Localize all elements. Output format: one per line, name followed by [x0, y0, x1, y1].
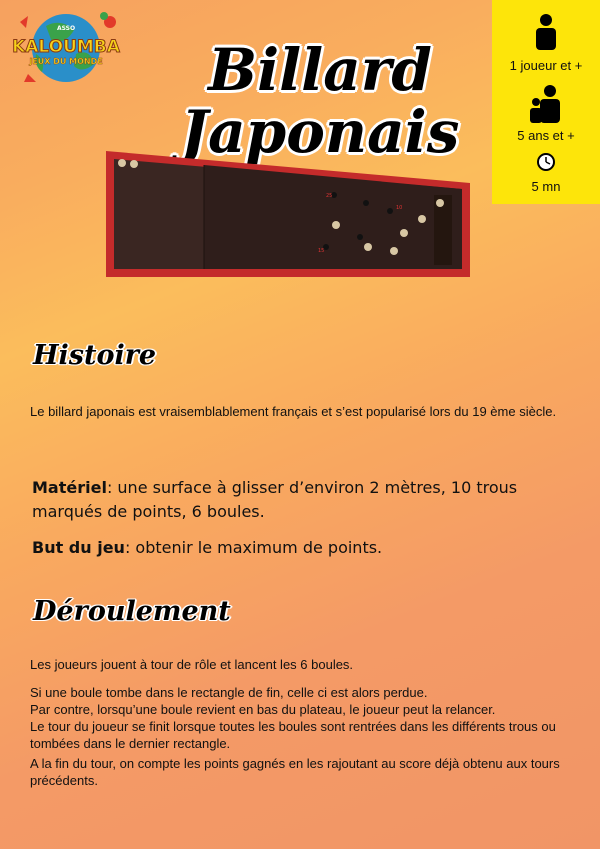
svg-text:ASSO: ASSO [56, 25, 76, 32]
but-text: : obtenir le maximum de points. [124, 538, 383, 557]
materiel-text: : une surface à glisser d’environ 2 mètres, 10 trous marqués de points, 6 boules. [32, 478, 518, 521]
materiel-label: Matériel [32, 478, 107, 497]
deroulement-line-2: Par contre, lorsqu’une boule revient en bas du plateau, le joueur peut la relancer. [30, 702, 496, 717]
clock-icon [536, 152, 556, 172]
players-text: 1 joueur et + [509, 58, 583, 73]
deroulement-line-3: Le tour du joueur se finit lorsque toutes les boules sont rentrées dans les différents trous ou tombées dans le dernier rectangle. [30, 719, 556, 751]
histoire-text: Le billard japonais est vraisemblablement français et s’est popularisé lors du 19 ème siècle. [30, 404, 557, 419]
adult-child-icon [528, 84, 564, 124]
title-line-1: Billard [208, 36, 432, 104]
svg-text:10: 10 [396, 205, 403, 211]
section-heading-deroulement: Déroulement [33, 596, 231, 627]
info-panel [492, 0, 600, 204]
svg-text:25: 25 [326, 193, 333, 199]
deroulement-paragraph-3: A la fin du tour, on compte les points gagnés en les rajoutant au score déjà obtenu aux tours précédents. [30, 756, 560, 788]
materiel-paragraph [32, 476, 572, 524]
deroulement-paragraph-1: Les joueurs jouent à tour de rôle et lancent les 6 boules. [30, 657, 354, 672]
age-text: 5 ans et + [517, 128, 575, 143]
svg-text:15: 15 [318, 248, 325, 254]
japanese-billiard-board-image [104, 149, 472, 281]
but-paragraph [32, 536, 572, 560]
single-player-icon [532, 12, 560, 52]
but-label: But du jeu [32, 538, 125, 557]
svg-text:JEUX DU MONDE: JEUX DU MONDE [29, 57, 103, 66]
deroulement-paragraph-2 [30, 684, 590, 752]
deroulement-line-1: Si une boule tombe dans le rectangle de fin, celle ci est alors perdue. [30, 685, 428, 700]
duration-text: 5 mn [531, 179, 561, 194]
title-line-2: Japonais [180, 98, 460, 166]
section-heading-histoire: Histoire [33, 340, 157, 371]
svg-text:KALOUMBA: KALOUMBA [12, 37, 120, 57]
